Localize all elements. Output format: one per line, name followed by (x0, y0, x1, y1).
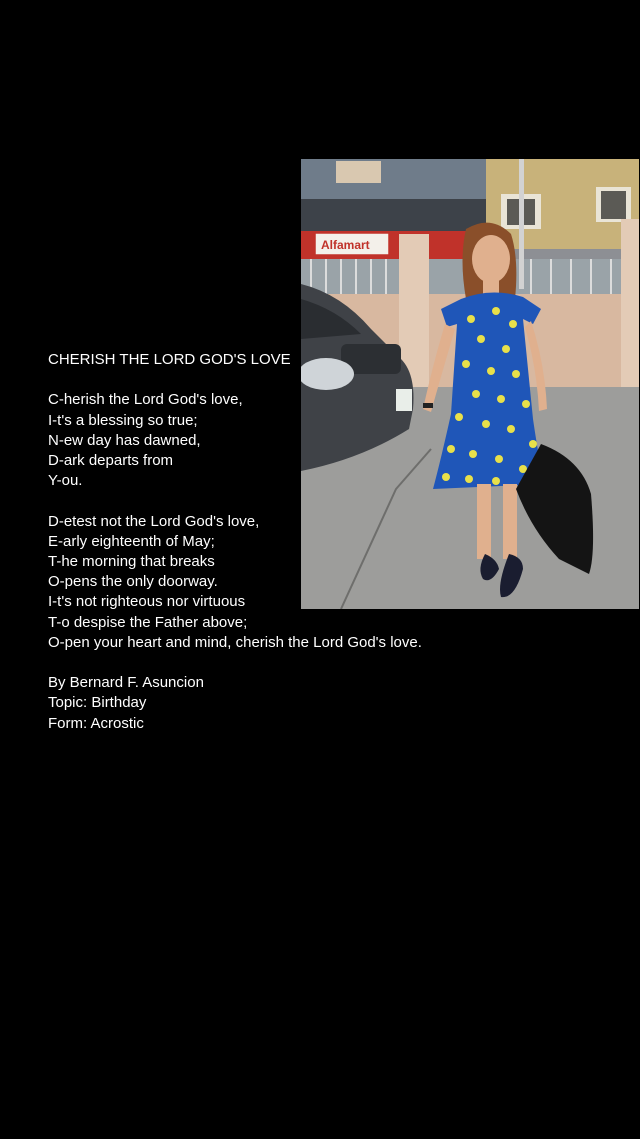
poem-line: D-ark departs from (48, 452, 174, 469)
poem-line: E-arly eighteenth of May; (48, 532, 215, 550)
poem-line: I-t's a blessing so true; (48, 411, 198, 429)
author-credit: By Bernard F. Asuncion (48, 674, 204, 692)
poem-line: O-pens the only doorway. (48, 573, 218, 591)
topic-credit: Topic: Birthday (48, 694, 147, 712)
balcony (301, 199, 486, 231)
stanza-gap (48, 491, 608, 511)
billboard (336, 161, 381, 183)
pole (519, 159, 524, 289)
window-pane (601, 191, 626, 219)
face (472, 235, 510, 283)
credits (48, 673, 608, 734)
poem-line: D-etest not the Lord God's love, (48, 512, 260, 530)
form-credit: Form: Acrostic (48, 714, 144, 732)
poem-line: I-t's not righteous nor virtuous (48, 593, 246, 611)
poem-block (48, 350, 608, 734)
stanza-2 (48, 512, 608, 653)
stanza-gap (48, 370, 608, 390)
poem-line: Y-ou. (48, 472, 83, 490)
stanza-1 (48, 390, 608, 491)
poem-line: T-o despise the Father above; (48, 613, 248, 631)
store-sign-text: Alfamart (321, 238, 370, 252)
poem-line: C-herish the Lord God's love, (48, 391, 243, 409)
pillar (621, 219, 639, 394)
poem-line: T-he morning that breaks (48, 553, 215, 570)
stanza-gap (48, 653, 608, 673)
poem-line: N-ew day has dawned, (48, 431, 201, 449)
poem-line: O-pen your heart and mind, cherish the Lord God's love. (48, 633, 422, 651)
poem-title: CHERISH THE LORD GOD'S LOVE (48, 351, 291, 368)
